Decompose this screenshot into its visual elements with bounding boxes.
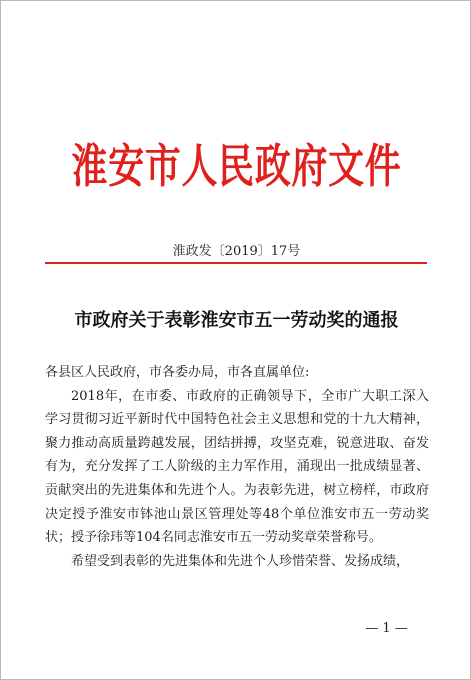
document-body [45,361,429,573]
body-paragraph: 希望受到表彰的先进集体和先进个人珍惜荣誉、发扬成绩， [71,553,410,569]
document-number: 淮政发〔2019〕17号 [172,244,301,259]
red-divider-line [45,262,427,264]
document-masthead: 淮安市人民政府文件 [71,139,402,193]
salutation: 各县区人民政府，市各委办局，市各直属单位: [45,365,310,380]
document-title: 市政府关于表彰淮安市五一劳动奖的通报 [74,310,399,331]
page-number: — 1 — [365,621,408,636]
body-paragraph: 2018年，在市委、市政府的正确领导下，全市广大职工深入学习贯彻习近平新时代中国特色社会主义思想和党的十九大精神，聚力推动高质量跨越发展，团结拼搏，攻坚克难，锐意进取、奋发有为，充分发挥了工人阶级的主力军作用，涌现出一批成绩显著、贡献突出的先进集体和先进个人。为表彰先进，树立榜样，市政府决定授予淮安市钵池山景区管理处等48个单位淮安市五一劳动奖状；授予徐玮等104名同志淮安市五一劳动奖章荣誉称号。 [45,388,429,546]
